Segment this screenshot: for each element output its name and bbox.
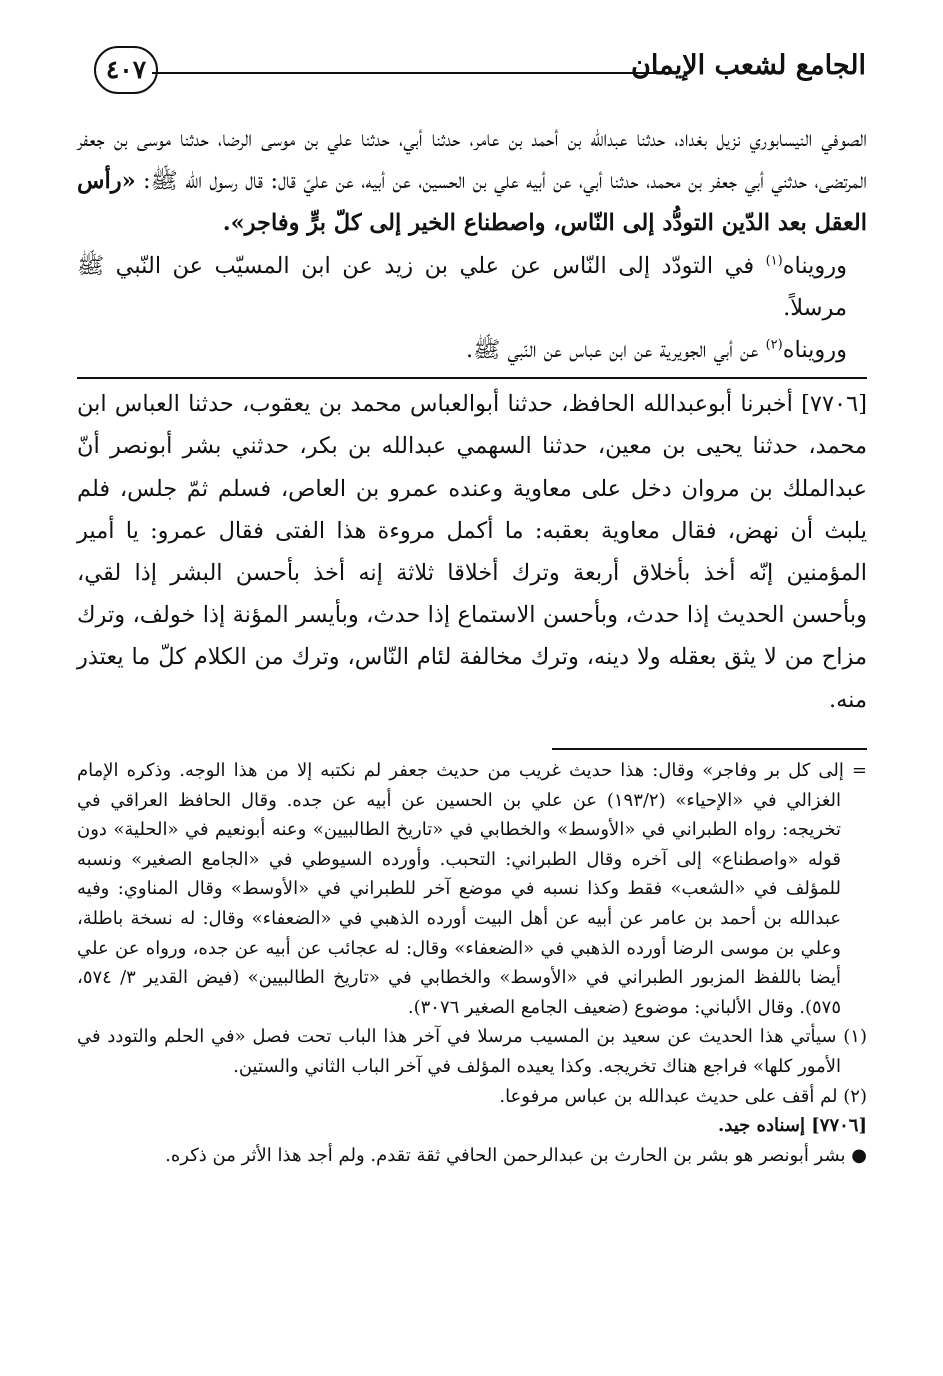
bullet-icon: ●: [851, 1144, 867, 1166]
footnote-ref-2: (٢): [765, 337, 783, 353]
footnote-ref-1: (١): [765, 253, 783, 269]
footnote-3-number: [٧٧٠٦]: [811, 1115, 867, 1137]
narration-text: ورويناه: [782, 337, 847, 364]
footnote-1: (١) سيأتي هذا الحديث عن سعيد بن المسيب مرسلا في آخر هذا الباب تحت فصل «في الحلم والتودد في الأمور كلها» فراجع هناك تخريجه. وكذا يعيده المؤلف في آخر الباب الثاني والستين.: [77, 1026, 867, 1077]
narration-line-2: [77, 329, 867, 371]
page-header: [88, 44, 866, 104]
bullet-text: بشر أبونصر هو بشر بن الحارث بن عبدالرحمن الحافي ثقة تقدم. ولم أجد هذا الأثر من ذكره.: [165, 1144, 852, 1166]
isnad-text: الصوفي النيسابوري نزيل بغداد، حدثنا عبدالله بن أحمد بن عامر، حدثنا أبي، حدثنا علي بن موسى الرضا، حدثنا موسى بن جعفر المرتضى، حدثني أبي جعفر بن محمد، حدثنا أبي، عن أبيه علي بن الحسين، عن أبيه، عن عليّ قال: قال رسول الله ﷺ:: [77, 126, 867, 195]
athar-number: [٧٧٠٦]: [801, 391, 867, 418]
hadith-matn: «رأس العقل بعد الدّين التودُّد إلى النّاس، واصطناع الخير إلى كلّ برٍّ وفاجر».: [77, 168, 867, 237]
narration-text: في التودّد إلى النّاس عن علي بن زيد عن ابن المسيّب عن النّبي ﷺ مرسلاً.: [77, 252, 847, 321]
footnote-3-text: إسناده جيد.: [718, 1115, 812, 1137]
footnote-bullet: [77, 1141, 867, 1171]
footnote-continuation: = إلى كل بر وفاجر» وقال: هذا حديث غريب من حديث جعفر لم نكتبه إلا من هذا الوجه. وذكره الإمام الغزالي في «الإحياء» (١٩٣/٢) عن علي بن الحسين عن أبيه عن جده. وقال الحافظ العراقي في تخريجه: رواه الطبراني في «الأوسط» والخطابي في «تاريخ الطالبيين» وعنه أبونعيم في «الحلية» دون قوله «واصطناع» إلى آخره وقال الطبراني: التحبب. وأورده السيوطي في «الجامع الصغير» ونسبه للمؤلف في «الشعب» فقط وكذا نسبه في موضع آخر للطبراني في «الأوسط» وقال المناوي: وفيه عبدالله بن أحمد بن عامر عن أبيه عن أهل البيت أورده الذهبي في «الضعفاء» وقال: له نسخة باطلة، وعلي بن موسى الرضا أورده الذهبي في «الضعفاء» وقال: له عجائب عن أبيه عن جده، ورواه عن علي أيضا باللفظ المزبور الطبراني في «الأوسط» والخطابي في «تاريخ الطالبيين» (فيض القدير ٣/ ٥٧٤، ٥٧٥). وقال الألباني: موضوع (ضعيف الجامع الصغير ٣٠٧٦).: [77, 760, 867, 1018]
athar-text: أخبرنا أبوعبدالله الحافظ، حدثنا أبوالعباس محمد بن يعقوب، حدثنا العباس ابن محمد، حدثنا يحيى بن معين، حدثنا السهمي عبدالله بن بكر، حدثني بشر أبونصر أنّ عبدالملك بن مروان دخل على معاوية وعنده عمرو بن العاص، فسلم ثمّ جلس، فلم يلبث أن نهض، فقال معاوية بعقبه: ما أكمل مروءة هذا الفتى فقال عمرو: يا أمير المؤمنين إنّه أخذ بأخلاق أربعة وترك أخلاقا ثلاثة إنه أخذ بأحسن البشر إذا لقي، وبأحسن الحديث إذا حدث، وبأحسن الاستماع إذا حدث، وبأيسر المؤنة إذا خولف، وترك مزاح من لا يثق بعقله ولا دينه، وترك مخالفة لئام النّاس، وترك من الكلام كلّ ما يعتذر منه.: [77, 391, 867, 713]
header-rule: [152, 72, 656, 74]
narration-text: ورويناه: [782, 252, 847, 279]
footnote-divider: [552, 748, 867, 750]
section-separator: [77, 377, 867, 379]
footnotes: [77, 756, 867, 1170]
footnote-2: (٢) لم أقف على حديث عبدالله بن عباس مرفوعا.: [499, 1085, 867, 1107]
narration-text: عن أبي الجويرية عن ابن عباس عن النّبي ﷺ.: [465, 337, 766, 364]
narration-line-1: [77, 245, 867, 329]
footnote-3: [77, 1111, 867, 1141]
hadith-paragraph: [77, 118, 867, 245]
athar-paragraph: [77, 383, 867, 721]
page-number: ٤٠٧: [94, 46, 158, 94]
running-title: الجامع لشعب الإيمان: [631, 50, 866, 81]
main-text: [77, 118, 867, 721]
